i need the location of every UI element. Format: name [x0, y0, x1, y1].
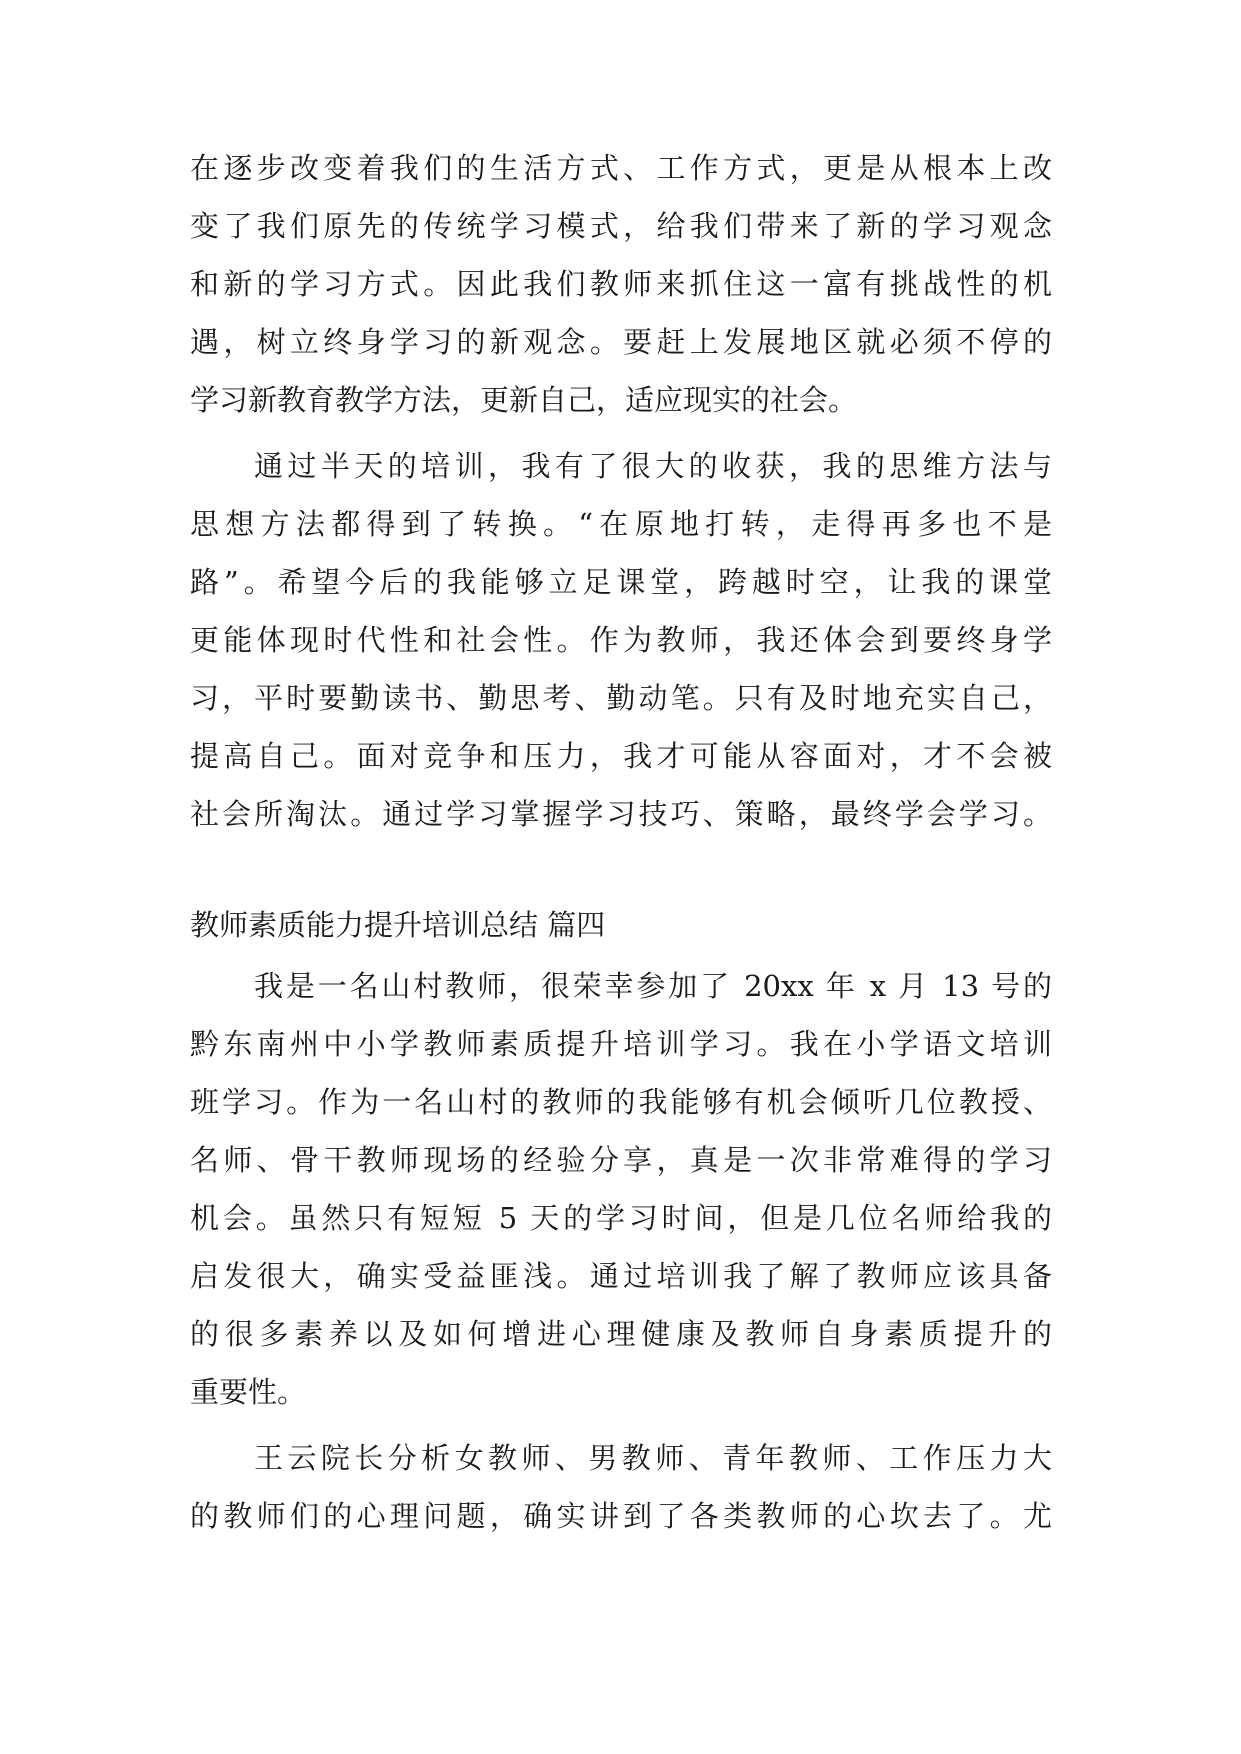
paragraph-line: 的很多素养以及如何增进心理健康及教师自身素质提升的	[190, 1317, 1052, 1351]
paragraph-line: 班学习。作为一名山村的教师的我能够有机会倾听几位教授、	[190, 1085, 1052, 1119]
paragraph-line: 重要性。	[190, 1375, 307, 1409]
paragraph-line: 机会。虽然只有短短 5 天的学习时间，但是几位名师给我的	[190, 1201, 1052, 1235]
paragraph-line: 思想方法都得到了转换。“在原地打转，走得再多也不是	[190, 507, 1052, 541]
paragraph-line: 名师、骨干教师现场的经验分享，真是一次非常难得的学习	[190, 1143, 1052, 1177]
paragraph-line: 和新的学习方式。因此我们教师来抓住这一富有挑战性的机	[190, 267, 1052, 301]
paragraph-line: 社会所淘汰。通过学习掌握学习技巧、策略，最终学会学习。	[190, 797, 1052, 831]
paragraph-line: 启发很大，确实受益匪浅。通过培训我了解了教师应该具备	[190, 1259, 1052, 1293]
body-text	[190, 0, 1052, 1754]
paragraph-line: 路”。希望今后的我能够立足课堂，跨越时空，让我的课堂	[190, 565, 1052, 599]
paragraph-line: 学习新教育教学方法，更新自己，适应现实的社会。	[190, 383, 858, 417]
paragraph-line: 遇，树立终身学习的新观念。要赶上发展地区就必须不停的	[190, 325, 1052, 359]
paragraph-line: 王云院长分析女教师、男教师、青年教师、工作压力大	[254, 1441, 1052, 1475]
section-heading: 教师素质能力提升培训总结 篇四	[190, 908, 606, 942]
paragraph-line: 习，平时要勤读书、勤思考、勤动笔。只有及时地充实自己，	[190, 681, 1052, 715]
paragraph-line: 提高自己。面对竞争和压力，我才可能从容面对，才不会被	[190, 739, 1052, 773]
paragraph-line: 在逐步改变着我们的生活方式、工作方式，更是从根本上改	[190, 151, 1052, 185]
paragraph-line: 通过半天的培训，我有了很大的收获，我的思维方法与	[254, 449, 1052, 483]
paragraph-line: 变了我们原先的传统学习模式，给我们带来了新的学习观念	[190, 209, 1052, 243]
paragraph-line: 我是一名山村教师，很荣幸参加了 20xx 年 x 月 13 号的	[254, 969, 1052, 1003]
paragraph-line: 的教师们的心理问题，确实讲到了各类教师的心坎去了。尤	[190, 1499, 1052, 1533]
paragraph-line: 更能体现时代性和社会性。作为教师，我还体会到要终身学	[190, 623, 1052, 657]
paragraph-line: 黔东南州中小学教师素质提升培训学习。我在小学语文培训	[190, 1027, 1052, 1061]
